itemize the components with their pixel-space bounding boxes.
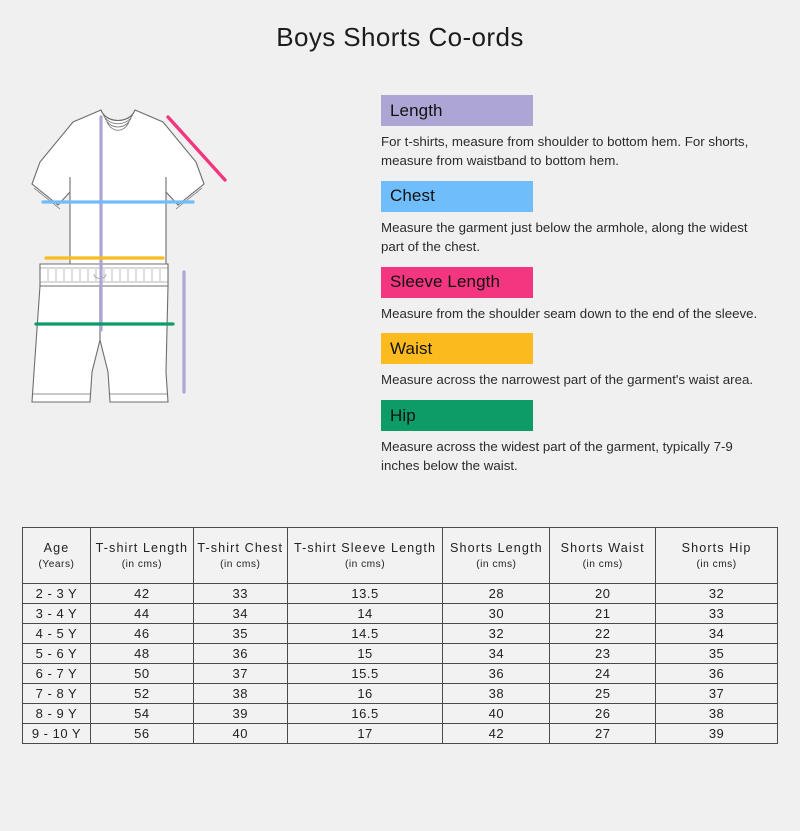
- column-header-shorts-hip-main: Shorts Hip: [681, 541, 752, 556]
- page-title: Boys Shorts Co-ords: [276, 22, 524, 52]
- cell-tshirt-sleeve-length: 13.5: [287, 584, 443, 604]
- column-header-tshirt-sleeve-length-sub: (in cms): [344, 558, 386, 570]
- column-header-shorts-length-main: Shorts Length: [449, 541, 543, 556]
- cell-tshirt-length: 48: [90, 644, 193, 664]
- legend-label-chest: Chest: [390, 186, 435, 206]
- column-header-tshirt-length-main: T-shirt Length: [95, 541, 189, 556]
- table-row: [23, 644, 778, 664]
- column-header-age-main: Age: [43, 541, 70, 556]
- cell-age: 3 - 4 Y: [23, 604, 91, 624]
- cell-shorts-length: 32: [443, 624, 550, 644]
- column-header-shorts-waist: [550, 528, 656, 584]
- cell-shorts-hip: 32: [656, 584, 778, 604]
- column-header-shorts-hip: [656, 528, 778, 584]
- legend-description-sleeve-length: Measure from the shoulder seam down to the end of the sleeve.: [381, 305, 758, 321]
- legend-description-waist: Measure across the narrowest part of the garment's waist area.: [381, 372, 754, 388]
- table-row: [23, 724, 778, 744]
- column-header-shorts-waist-main: Shorts Waist: [560, 541, 645, 556]
- legend-item-hip: [381, 400, 781, 476]
- legend-description-hip: Measure across the widest part of the garment, typically 7-9 inches below the waist.: [381, 439, 733, 474]
- legend-swatch-sleeve-length: [381, 267, 533, 298]
- table-row: [23, 624, 778, 644]
- cell-age: 8 - 9 Y: [23, 704, 91, 724]
- cell-tshirt-length: 50: [90, 664, 193, 684]
- column-header-shorts-waist-sub: (in cms): [582, 558, 623, 570]
- column-header-shorts-hip-sub: (in cms): [696, 558, 737, 570]
- cell-shorts-waist: 26: [550, 704, 656, 724]
- legend-swatch-length: [381, 95, 533, 126]
- cell-shorts-waist: 23: [550, 644, 656, 664]
- cell-shorts-length: 40: [443, 704, 550, 724]
- cell-tshirt-chest: 33: [193, 584, 287, 604]
- cell-shorts-hip: 37: [656, 684, 778, 704]
- measurement-legend: [381, 95, 781, 486]
- garment-illustration: [18, 72, 368, 502]
- cell-shorts-length: 36: [443, 664, 550, 684]
- column-header-tshirt-chest-sub: (in cms): [220, 558, 261, 570]
- column-header-tshirt-sleeve-length: [287, 528, 443, 584]
- cell-tshirt-sleeve-length: 14: [287, 604, 443, 624]
- cell-tshirt-sleeve-length: 14.5: [287, 624, 443, 644]
- cell-tshirt-chest: 37: [193, 664, 287, 684]
- cell-tshirt-length: 54: [90, 704, 193, 724]
- cell-tshirt-sleeve-length: 15: [287, 644, 443, 664]
- legend-description-length: For t-shirts, measure from shoulder to bottom hem. For shorts, measure from waistband to bottom hem.: [381, 134, 749, 168]
- legend-label-waist: Waist: [390, 338, 433, 358]
- column-header-tshirt-chest: [193, 528, 287, 584]
- table-row: [23, 604, 778, 624]
- cell-shorts-hip: 35: [656, 644, 778, 664]
- cell-shorts-length: 34: [443, 644, 550, 664]
- cell-shorts-waist: 24: [550, 664, 656, 684]
- cell-tshirt-sleeve-length: 16.5: [287, 704, 443, 724]
- table-row: [23, 584, 778, 604]
- cell-tshirt-chest: 38: [193, 684, 287, 704]
- cell-shorts-waist: 21: [550, 604, 656, 624]
- cell-shorts-length: 28: [443, 584, 550, 604]
- cell-tshirt-chest: 36: [193, 644, 287, 664]
- legend-label-hip: Hip: [390, 405, 416, 425]
- cell-shorts-length: 42: [443, 724, 550, 744]
- cell-tshirt-length: 44: [90, 604, 193, 624]
- legend-item-chest: [381, 181, 781, 257]
- cell-age: 4 - 5 Y: [23, 624, 91, 644]
- cell-tshirt-chest: 40: [193, 724, 287, 744]
- cell-shorts-hip: 39: [656, 724, 778, 744]
- legend-description-chest: Measure the garment just below the armhole, along the widest part of the chest.: [381, 219, 748, 254]
- column-header-tshirt-length: [90, 528, 193, 584]
- column-header-shorts-length: [443, 528, 550, 584]
- cell-tshirt-length: 46: [90, 624, 193, 644]
- cell-age: 5 - 6 Y: [23, 644, 91, 664]
- cell-tshirt-sleeve-length: 16: [287, 684, 443, 704]
- cell-age: 2 - 3 Y: [23, 584, 91, 604]
- legend-item-length: [381, 95, 781, 171]
- legend-swatch-chest: [381, 181, 533, 212]
- cell-shorts-hip: 34: [656, 624, 778, 644]
- cell-tshirt-sleeve-length: 17: [287, 724, 443, 744]
- table-row: [23, 684, 778, 704]
- cell-shorts-length: 30: [443, 604, 550, 624]
- column-header-age: [23, 528, 91, 584]
- cell-age: 9 - 10 Y: [23, 724, 91, 744]
- cell-tshirt-sleeve-length: 15.5: [287, 664, 443, 684]
- legend-swatch-hip: [381, 400, 533, 431]
- table-row: [23, 704, 778, 724]
- column-header-tshirt-sleeve-length-main: T-shirt Sleeve Length: [293, 541, 437, 556]
- column-header-shorts-length-sub: (in cms): [476, 558, 517, 570]
- cell-tshirt-length: 56: [90, 724, 193, 744]
- cell-age: 7 - 8 Y: [23, 684, 91, 704]
- cell-shorts-hip: 38: [656, 704, 778, 724]
- cell-shorts-waist: 25: [550, 684, 656, 704]
- column-header-tshirt-length-sub: (in cms): [121, 558, 162, 570]
- cell-tshirt-length: 52: [90, 684, 193, 704]
- table-header-row: [23, 528, 778, 584]
- cell-tshirt-chest: 35: [193, 624, 287, 644]
- cell-tshirt-chest: 39: [193, 704, 287, 724]
- cell-tshirt-chest: 34: [193, 604, 287, 624]
- cell-shorts-waist: 20: [550, 584, 656, 604]
- legend-label-length: Length: [390, 100, 443, 120]
- size-chart-table: [22, 527, 778, 744]
- legend-item-waist: [381, 333, 781, 390]
- cell-shorts-waist: 27: [550, 724, 656, 744]
- legend-label-sleeve-length: Sleeve Length: [390, 272, 500, 291]
- cell-shorts-hip: 33: [656, 604, 778, 624]
- column-header-age-sub: (Years): [38, 558, 75, 570]
- legend-swatch-waist: [381, 333, 533, 364]
- table-row: [23, 664, 778, 684]
- cell-shorts-waist: 22: [550, 624, 656, 644]
- cell-shorts-length: 38: [443, 684, 550, 704]
- column-header-tshirt-chest-main: T-shirt Chest: [197, 541, 284, 556]
- legend-item-sleeve-length: [381, 267, 781, 324]
- cell-tshirt-length: 42: [90, 584, 193, 604]
- cell-shorts-hip: 36: [656, 664, 778, 684]
- cell-age: 6 - 7 Y: [23, 664, 91, 684]
